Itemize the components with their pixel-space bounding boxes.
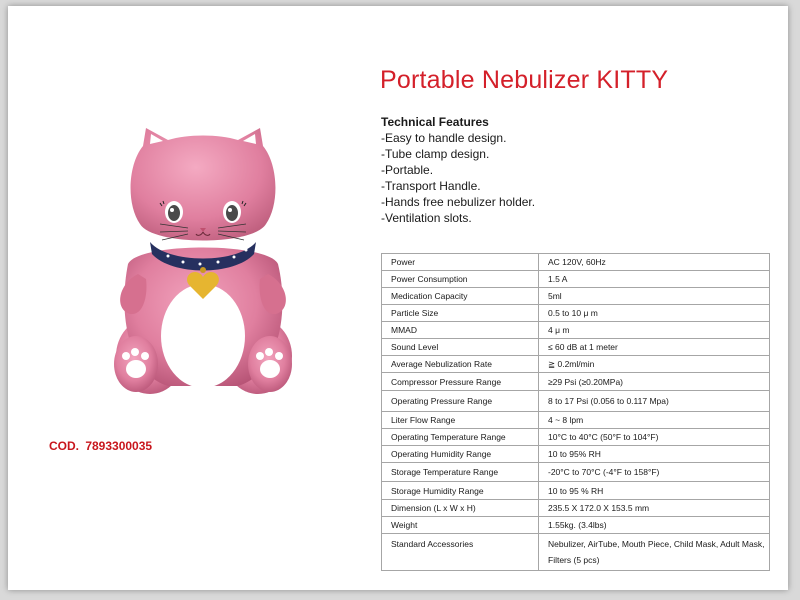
spec-value: 8 to 17 Psi (0.056 to 0.117 Mpa) <box>539 391 770 412</box>
features-list <box>381 130 535 226</box>
spec-value: 1.5 A <box>539 271 770 288</box>
spec-value: ≥29 Psi (≥0.20MPa) <box>539 373 770 391</box>
spec-label: Standard Accessories <box>382 534 539 571</box>
spec-value: 10°C to 40°C (50°F to 104°F) <box>539 429 770 446</box>
product-sheet <box>8 6 788 590</box>
spec-label: Compressor Pressure Range <box>382 373 539 391</box>
spec-value: 0.5 to 10 μ m <box>539 305 770 322</box>
spec-label: Operating Pressure Range <box>382 391 539 412</box>
spec-label: Medication Capacity <box>382 288 539 305</box>
spec-value: Nebulizer, AirTube, Mouth Piece, Child Mask, Adult Mask, Filters (5 pcs) <box>539 534 770 571</box>
table-row <box>382 288 770 305</box>
spec-value: 10 to 95 % RH <box>539 482 770 500</box>
table-row <box>382 463 770 482</box>
table-row <box>382 412 770 429</box>
spec-label: Power <box>382 254 539 271</box>
table-row <box>382 305 770 322</box>
spec-label: Dimension (L x W x H) <box>382 500 539 517</box>
table-row <box>382 254 770 271</box>
spec-value: 4 μ m <box>539 322 770 339</box>
table-row <box>382 534 770 571</box>
spec-label: Particle Size <box>382 305 539 322</box>
spec-value: 10 to 95% RH <box>539 446 770 463</box>
table-row <box>382 482 770 500</box>
spec-value: 5ml <box>539 288 770 305</box>
spec-label: Operating Humidity Range <box>382 446 539 463</box>
spec-value: 235.5 X 172.0 X 153.5 mm <box>539 500 770 517</box>
technical-features <box>381 114 535 226</box>
product-code: COD. 7893300035 <box>49 439 153 453</box>
spec-value: AC 120V, 60Hz <box>539 254 770 271</box>
feature-item: -Transport Handle. <box>381 179 481 193</box>
spec-value: -20°C to 70°C (-4°F to 158°F) <box>539 463 770 482</box>
table-row <box>382 356 770 373</box>
page-title: Portable Nebulizer KITTY <box>380 66 669 94</box>
spec-value: ≤ 60 dB at 1 meter <box>539 339 770 356</box>
feature-item: -Hands free nebulizer holder. <box>381 195 536 209</box>
spec-label: Liter Flow Range <box>382 412 539 429</box>
specifications-table <box>381 253 770 571</box>
table-row <box>382 391 770 412</box>
spec-label: Power Consumption <box>382 271 539 288</box>
table-row <box>382 446 770 463</box>
table-row <box>382 500 770 517</box>
spec-label: Average Nebulization Rate <box>382 356 539 373</box>
feature-item: -Portable. <box>381 163 434 177</box>
table-row <box>382 517 770 534</box>
table-row <box>382 429 770 446</box>
table-row <box>382 339 770 356</box>
features-heading: Technical Features <box>381 115 489 129</box>
spec-label: Sound Level <box>382 339 539 356</box>
spec-value: ≧ 0.2ml/min <box>539 356 770 373</box>
table-row <box>382 322 770 339</box>
feature-item: -Easy to handle design. <box>381 131 507 145</box>
spec-label: Storage Humidity Range <box>382 482 539 500</box>
spec-value: 4 ~ 8 lpm <box>539 412 770 429</box>
table-row <box>382 271 770 288</box>
spec-label: MMAD <box>382 322 539 339</box>
spec-value: 1.55kg. (3.4lbs) <box>539 517 770 534</box>
feature-item: -Tube clamp design. <box>381 147 490 161</box>
spec-label: Storage Temperature Range <box>382 463 539 482</box>
feature-item: -Ventilation slots. <box>381 211 472 225</box>
kitty-nebulizer-image <box>108 124 298 402</box>
spec-label: Operating Temperature Range <box>382 429 539 446</box>
spec-label: Weight <box>382 517 539 534</box>
table-row <box>382 373 770 391</box>
